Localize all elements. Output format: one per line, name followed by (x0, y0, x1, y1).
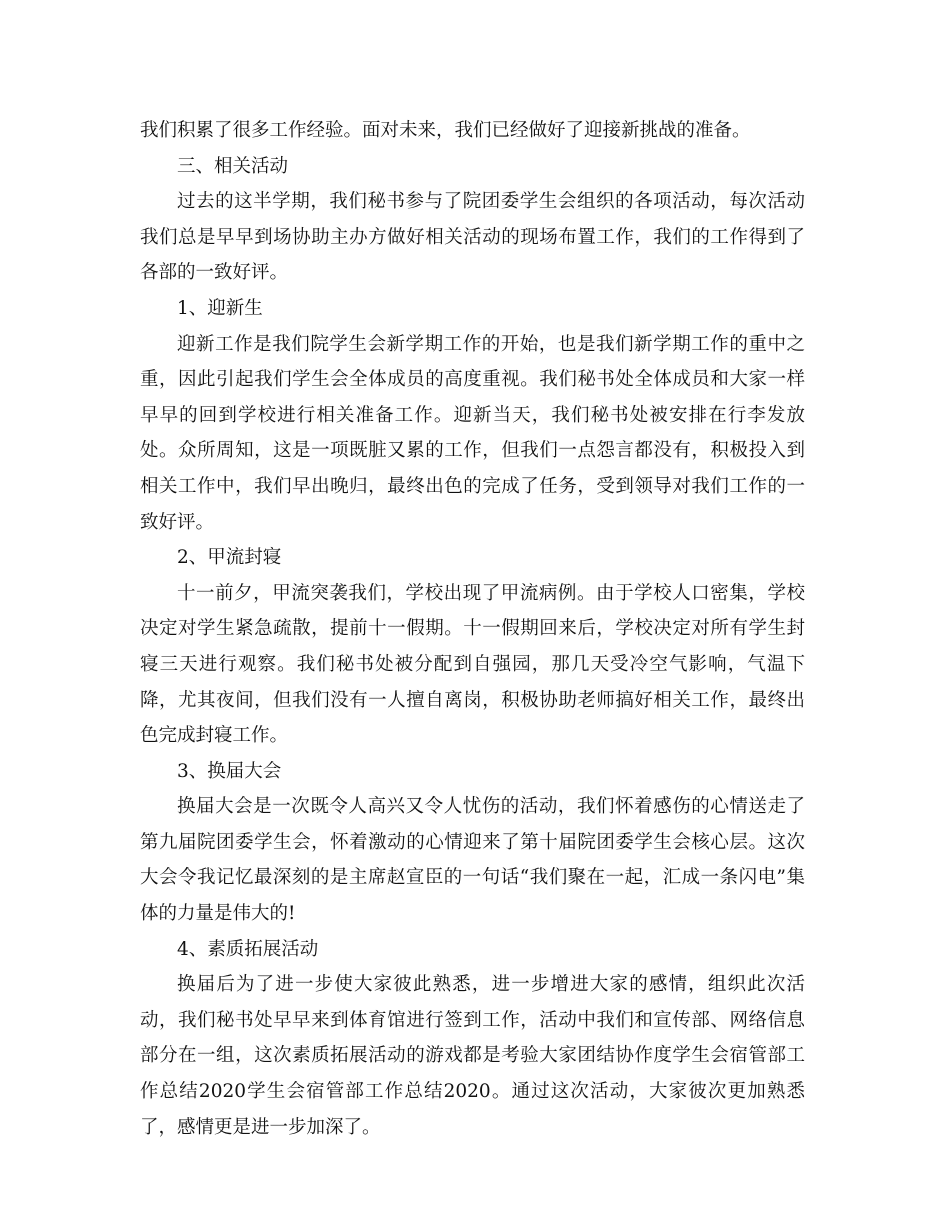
subheading-quality-expansion: 4、素质拓展活动 (177, 938, 319, 960)
paragraph-flu-dorm-closure: 十一前夕，甲流突袭我们，学校出现了甲流病例。由于学校人口密集，学校决定对学生紧急疏散，提前十一假期。十一假期回来后，学校决定对所有学生封寝三天进行观察。我们秘书处被分配到自强园，那几天受冷空气影响，气温下降，尤其夜间，但我们没有一人擅自离岗，积极协助老师搞好相关工作，最终出色完成封寝工作。 (140, 582, 805, 747)
paragraph-quality-expansion: 换届后为了进一步使大家彼此熟悉，进一步增进大家的感情，组织此次活动，我们秘书处早早来到体育馆进行签到工作，活动中我们和宣传部、网络信息部分在一组，这次素质拓展活动的游戏都是考验大家团结协作度学生会宿管部工作总结2020学生会宿管部工作总结2020。通过这次活动，大家彼次更加熟悉了，感情更是进一步加深了。 (140, 974, 805, 1138)
paragraph-intro-continuation: 我们积累了很多工作经验。面对未来，我们已经做好了迎接新挑战的准备。 (140, 120, 751, 141)
paragraph-welcome-freshmen: 迎新工作是我们院学生会新学期工作的开始，也是我们新学期工作的重中之重，因此引起我们学生会全体成员的高度重视。我们秘书处全体成员和大家一样早早的回到学校进行相关准备工作。迎新当天，我们秘书处被安排在行李发放处。众所周知，这是一项既脏又累的工作，但我们一点怨言都没有，积极投入到相关工作中，我们早出晚归，最终出色的完成了任务，受到领导对我们工作的一致好评。 (140, 333, 805, 533)
subheading-flu-dorm-closure: 2、甲流封寝 (177, 547, 282, 569)
paragraph-election-meeting: 换届大会是一次既令人高兴又令人忧伤的活动，我们怀着感伤的心情送走了第九届院团委学生会，怀着激动的心情迎来了第十届院团委学生会核心层。这次大会令我记忆最深刻的是主席赵宣臣的一句话“我们聚在一起，汇成一条闪电”集体的力量是伟大的! (140, 796, 805, 925)
document-body (140, 113, 805, 1145)
subheading-welcome-freshmen: 1、迎新生 (177, 297, 263, 319)
paragraph-related-activities: 过去的这半学期，我们秘书参与了院团委学生会组织的各项活动，每次活动我们总是早早到场协助主办方做好相关活动的现场布置工作，我们的工作得到了各部的一致好评。 (140, 191, 805, 284)
subheading-election-meeting: 3、换届大会 (177, 760, 282, 782)
section-heading-related-activities: 三、相关活动 (177, 155, 289, 177)
